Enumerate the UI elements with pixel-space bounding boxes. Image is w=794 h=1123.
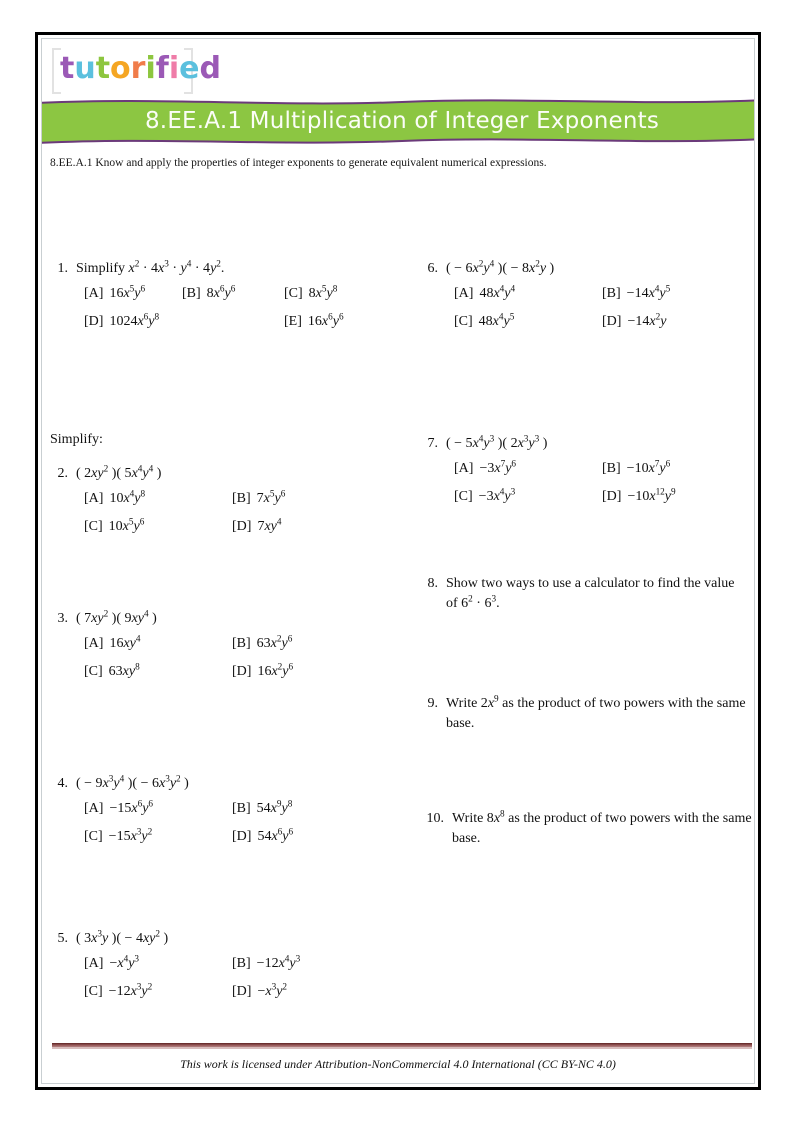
choice-row: [84, 826, 398, 851]
choice-row: [84, 311, 398, 336]
choice-D[interactable]: $[D] -10x^{12}y^9$: [602, 486, 676, 505]
question-number: 7.: [427, 436, 438, 451]
question-heading: [50, 259, 398, 279]
choice-row: [84, 953, 398, 978]
answer-choices: [420, 283, 755, 336]
choice-D[interactable]: $[D] -14x^2y$: [602, 311, 667, 330]
logo-letter-8: e: [179, 51, 200, 86]
worksheet-page: [41, 38, 755, 1084]
question-prompt: Show two ways to use a calculator to find the value of $6^2 \cdot 6^3$.: [446, 576, 735, 612]
question-number: 4.: [57, 776, 68, 791]
question-number: 5.: [57, 931, 68, 946]
question-3: [50, 609, 398, 692]
question-prompt: ( $2xy^2$ )( $5x^4y^4$ ): [76, 463, 162, 481]
question-number: 2.: [57, 466, 68, 481]
question-6: [420, 259, 755, 342]
choice-D[interactable]: [D] $16x^2y^6$: [232, 661, 294, 680]
question-8: [420, 574, 755, 615]
logo-wordmark: [60, 45, 221, 93]
answer-choices: [50, 283, 398, 336]
choice-D[interactable]: $[D] -x^3y^2$: [232, 981, 288, 1000]
logo-letter-2: t: [95, 51, 111, 86]
question-heading: [420, 694, 755, 735]
logo-letter-6: f: [155, 51, 169, 86]
question-prompt: ( − $9x^3y^4$ )( − $6x^3y^2$ ): [76, 773, 189, 791]
question-heading: [420, 574, 755, 615]
choice-A[interactable]: [A] $48x^4y^4$: [454, 283, 516, 302]
question-prompt: ( $7xy^2$ )( $9xy^4$ ): [76, 608, 157, 626]
choice-row: [84, 633, 398, 658]
question-prompt: Write $2x^9$ as the product of two powers with the same base.: [446, 693, 746, 732]
choice-B[interactable]: [B] $63x^2y^6$: [232, 633, 293, 652]
choice-B[interactable]: [B] $7x^5y^6$: [232, 488, 286, 507]
choice-row: [84, 798, 398, 823]
question-7: [420, 434, 755, 517]
question-heading: [50, 929, 398, 949]
question-column-right: [420, 189, 755, 1054]
answer-choices: [50, 633, 398, 686]
question-1: [50, 259, 398, 342]
logo-letter-7: i: [168, 51, 180, 86]
question-number: 3.: [57, 611, 68, 626]
question-number: 1.: [57, 261, 68, 276]
choice-A[interactable]: $[A] -3x^7y^6$: [454, 458, 517, 477]
choice-B[interactable]: $[B] -12x^4y^3$: [232, 953, 301, 972]
choice-row: [84, 283, 398, 308]
choice-D[interactable]: [D] $1024x^6y^8$: [84, 311, 160, 330]
logo-letter-9: d: [199, 51, 221, 86]
choice-C[interactable]: $[C] -12x^3y^2$: [84, 981, 153, 1000]
choice-B[interactable]: $[B] -14x^4y^5$: [602, 283, 671, 302]
question-heading: [420, 259, 755, 279]
choice-D[interactable]: [D] $54x^6y^6$: [232, 826, 294, 845]
choice-D[interactable]: [D] $7xy^4$: [232, 516, 282, 535]
worksheet-page-frame: [35, 32, 761, 1090]
question-heading: [420, 809, 755, 850]
question-prompt: ( − $6x^2y^4$ )( − $8x^2y$ ): [446, 258, 555, 276]
footer-divider: [52, 1043, 752, 1049]
title-banner: [41, 97, 755, 145]
choice-A[interactable]: [A] $16x^5y^6$: [84, 283, 146, 302]
answer-choices: [50, 488, 398, 541]
question-4: [50, 774, 398, 857]
question-number: 10.: [426, 811, 444, 826]
choice-row: [454, 458, 755, 483]
choice-B[interactable]: $[B] -10x^7y^6$: [602, 458, 671, 477]
choice-A[interactable]: [A] $16xy^4$: [84, 633, 141, 652]
tutorified-logo: [50, 45, 220, 95]
choice-B[interactable]: [B] $8x^6y^6$: [182, 283, 236, 302]
question-heading: [420, 434, 755, 454]
question-prompt: Simplify $x^2 \cdot 4x^3 \cdot y^4 \cdot 4y^2$.: [76, 258, 225, 276]
question-heading: [50, 774, 398, 794]
question-number: 8.: [427, 576, 438, 591]
question-heading: [50, 609, 398, 629]
question-10: [420, 809, 755, 850]
worksheet-content: [42, 189, 755, 1054]
logo-letter-4: r: [130, 51, 146, 86]
choice-row: [84, 981, 398, 1006]
answer-choices: [420, 458, 755, 511]
choice-A[interactable]: [A] $10x^4y^8$: [84, 488, 146, 507]
choice-C[interactable]: $[C] -15x^3y^2$: [84, 826, 153, 845]
choice-A[interactable]: $[A] -x^4y^3$: [84, 953, 140, 972]
choice-row: [454, 311, 755, 336]
question-heading: [50, 464, 398, 484]
question-number: 9.: [427, 696, 438, 711]
choice-row: [84, 661, 398, 686]
answer-choices: [50, 953, 398, 1006]
question-5: [50, 929, 398, 1012]
choice-row: [454, 486, 755, 511]
choice-row: [84, 516, 398, 541]
simplify-section-label: Simplify:: [50, 432, 103, 447]
page-title: 8.EE.A.1 Multiplication of Integer Exponents: [144, 108, 660, 134]
question-9: [420, 694, 755, 735]
choice-C[interactable]: [C] $63xy^8$: [84, 661, 140, 680]
question-number: 6.: [427, 261, 438, 276]
question-column-left: [50, 189, 400, 1054]
choice-C[interactable]: $[C] -3x^4y^3$: [454, 486, 516, 505]
logo-letter-3: o: [110, 51, 131, 86]
logo-letter-5: i: [145, 51, 156, 86]
choice-row: [454, 283, 755, 308]
choice-C[interactable]: [C] $8x^5y^8$: [284, 283, 338, 302]
question-prompt: ( $3x^3y$ )( − $4xy^2$ ): [76, 928, 169, 946]
logo-letter-0: t: [60, 51, 75, 86]
choice-C[interactable]: [C] $10x^5y^6$: [84, 516, 145, 535]
license-text: This work is licensed under Attribution-NonCommercial 4.0 International (CC BY-NC 4.0): [180, 1057, 616, 1071]
question-2: [50, 464, 398, 547]
choice-B[interactable]: [B] $54x^9y^8$: [232, 798, 293, 817]
question-prompt: ( − $5x^4y^3$ )( $2x^3y^3$ ): [446, 433, 548, 451]
question-prompt: Write $8x^8$ as the product of two powers with the same base.: [452, 808, 752, 847]
choice-C[interactable]: [C] $48x^4y^5$: [454, 311, 515, 330]
choice-A[interactable]: $[A] -15x^6y^6$: [84, 798, 154, 817]
logo-letter-1: u: [74, 51, 96, 86]
answer-choices: [50, 798, 398, 851]
standard-description: 8.EE.A.1 Know and apply the properties of integer exponents to generate equivalent numerical expressions.: [50, 157, 547, 169]
choice-row: [84, 488, 398, 513]
choice-E[interactable]: [E] $16x^6y^6$: [284, 311, 344, 330]
